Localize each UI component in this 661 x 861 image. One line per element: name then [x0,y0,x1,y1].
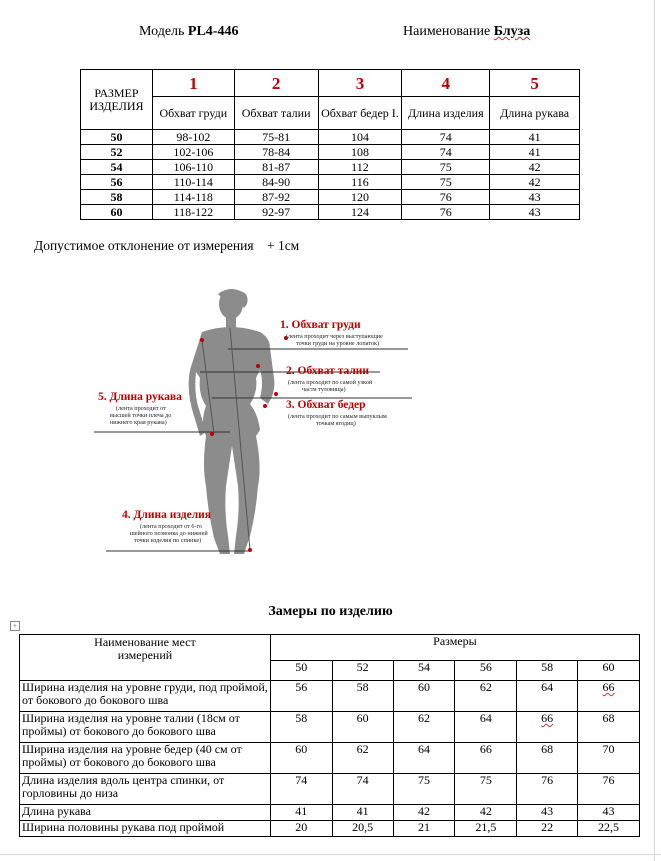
size-header-cell: 58 [517,661,578,681]
garment-row [20,743,640,774]
sleeve-desc: (лента проходит от [116,405,166,412]
column-label: Обхват бедер I. [318,97,402,130]
measurement-cell: 76 [402,205,490,220]
table-anchor-icon[interactable]: + [10,621,20,631]
measurement-cell: 78-84 [234,145,318,160]
measurement-place: Длина рукава [20,805,271,821]
garment-value-cell: 64 [517,681,578,712]
garment-row [20,681,640,712]
size-cell: 56 [81,175,153,190]
waist-desc: (лента проходит по самой узкой [288,379,373,386]
garment-value-cell: 43 [578,805,640,821]
size-column-header: РАЗМЕР ИЗДЕЛИЯ [81,70,153,130]
measurement-cell: 92-97 [234,205,318,220]
garment-value-cell: 22 [517,821,578,837]
chest-desc: (лента проходит через выступающие [286,333,383,340]
size-cell: 52 [81,145,153,160]
length-desc: (лента проходит от 6-го [140,523,203,530]
measurement-place: Ширина изделия на уровне бедер (40 см от проймы) от бокового до бокового шва [20,743,271,774]
measurement-cell: 81-87 [234,160,318,175]
garment-value-cell: 74 [332,774,393,805]
size-row [81,145,580,160]
measurement-cell: 74 [402,145,490,160]
size-row [81,130,580,145]
column-label: Длина рукава [490,97,580,130]
garment-value-cell: 43 [517,805,578,821]
garment-section-title: Замеры по изделию [268,604,393,619]
garment-value-cell: 21 [393,821,455,837]
measurement-cell: 104 [318,130,402,145]
measurement-cell: 43 [490,205,580,220]
length-desc: точки изделия по спинке) [134,537,202,544]
size-cell: 54 [81,160,153,175]
column-number: 2 [234,70,318,97]
hip-desc: (лента проходит по самым выпуклым [288,413,387,420]
tolerance-note [34,238,299,254]
chest-desc: точки груди на уровне лопаток) [296,340,380,347]
column-number: 4 [402,70,490,97]
garment-value-cell: 60 [393,681,455,712]
column-number: 1 [152,70,234,97]
measurement-place: Длина изделия вдоль центра спинки, от горловины до низа [20,774,271,805]
measurement-cell: 76 [402,190,490,205]
page-edge [0,854,661,855]
name-line [403,24,530,40]
garment-measurements-table [19,634,640,837]
garment-value-cell: 70 [578,743,640,774]
measurement-place: Ширина изделия на уровне талии (18см от проймы) от бокового до бокового шва [20,712,271,743]
garment-value-cell: 62 [332,743,393,774]
garment-value-cell: 76 [517,774,578,805]
measurement-cell: 41 [490,130,580,145]
garment-value-cell: 41 [332,805,393,821]
garment-value-cell: 64 [455,712,517,743]
garment-row [20,805,640,821]
garment-value-cell: 41 [270,805,332,821]
size-cell: 60 [81,205,153,220]
measurement-cell: 43 [490,190,580,205]
measurement-place: Ширина половины рукава под проймой [20,821,271,837]
size-chart-table [80,69,580,220]
waist-label: 2. Обхват талии [286,365,370,377]
measurement-cell: 84-90 [234,175,318,190]
garment-value-cell: 74 [270,774,332,805]
model-value: PL4-446 [187,24,239,39]
garment-value-cell: 56 [270,681,332,712]
measurement-cell: 120 [318,190,402,205]
garment-value-cell: 66 [517,712,578,743]
measurement-cell: 75-81 [234,130,318,145]
garment-value-cell: 62 [393,712,455,743]
name-label: Наименование [403,24,491,39]
measurement-cell: 114-118 [152,190,234,205]
chest-label: 1. Обхват груди [280,319,361,331]
size-row [81,175,580,190]
garment-value-cell: 66 [578,681,640,712]
measurement-cell: 75 [402,175,490,190]
garment-value-cell: 76 [578,774,640,805]
sleeve-desc: нижнего края рукава) [110,419,167,426]
garment-value-cell: 64 [393,743,455,774]
garment-value-cell: 21,5 [455,821,517,837]
garment-value-cell: 62 [455,681,517,712]
sizes-header: Размеры [270,635,639,661]
measurement-cell: 116 [318,175,402,190]
size-header-cell: 60 [578,661,640,681]
size-row [81,190,580,205]
length-desc: шейного позвонка до нижней [130,530,208,537]
garment-value-cell: 20,5 [332,821,393,837]
garment-value-cell: 60 [270,743,332,774]
measurement-cell: 42 [490,175,580,190]
size-header-cell: 54 [393,661,455,681]
measurement-cell: 106-110 [152,160,234,175]
place-header-text: Наименование мест измерений [94,635,196,662]
column-label: Обхват груди [152,97,234,130]
page-edge [654,0,655,861]
size-header-cell: 52 [332,661,393,681]
measurement-cell: 41 [490,145,580,160]
garment-value-cell: 68 [578,712,640,743]
hip-label: 3. Обхват бедер [286,399,366,411]
waist-desc: части туловища) [302,386,346,393]
measurement-cell: 102-106 [152,145,234,160]
garment-value-cell: 42 [393,805,455,821]
hip-desc: точкам ягодиц) [316,420,356,427]
measurement-cell: 98-102 [152,130,234,145]
measurement-cell: 110-114 [152,175,234,190]
column-number: 3 [318,70,402,97]
measurement-cell: 87-92 [234,190,318,205]
column-label: Обхват талии [234,97,318,130]
name-value: Блуза [493,24,531,39]
garment-value-cell: 58 [270,712,332,743]
measurement-cell: 118-122 [152,205,234,220]
measurement-figure [90,286,430,586]
measurement-place: Ширина изделия на уровне груди, под проймой, от бокового до бокового шва [20,681,271,712]
tolerance-text: Допустимое отклонение от измерения [34,238,254,253]
measurement-cell: 108 [318,145,402,160]
size-row [81,160,580,175]
measurement-cell: 75 [402,160,490,175]
size-row [81,205,580,220]
tolerance-value: + 1см [266,238,300,253]
garment-row [20,774,640,805]
size-cell: 50 [81,130,153,145]
model-label: Модель [139,24,185,39]
garment-value-cell: 75 [455,774,517,805]
sleeve-desc: высшей точки плеча до [110,412,172,419]
garment-value-cell: 68 [517,743,578,774]
place-header [20,635,271,681]
garment-value-cell: 20 [270,821,332,837]
garment-row [20,821,640,837]
size-header-cell: 56 [455,661,517,681]
column-label: Длина изделия [402,97,490,130]
garment-value-cell: 66 [455,743,517,774]
garment-value-cell: 75 [393,774,455,805]
garment-value-cell: 22,5 [578,821,640,837]
garment-value-cell: 42 [455,805,517,821]
length-label: 4. Длина изделия [122,509,212,521]
size-header-cell: 50 [270,661,332,681]
garment-value-cell: 60 [332,712,393,743]
garment-value-cell: 58 [332,681,393,712]
measurement-cell: 112 [318,160,402,175]
size-cell: 58 [81,190,153,205]
measurement-cell: 124 [318,205,402,220]
measurement-cell: 74 [402,130,490,145]
model-line [139,24,238,40]
garment-row [20,712,640,743]
column-number: 5 [490,70,580,97]
sleeve-label: 5. Длина рукава [98,391,182,403]
measurement-cell: 42 [490,160,580,175]
